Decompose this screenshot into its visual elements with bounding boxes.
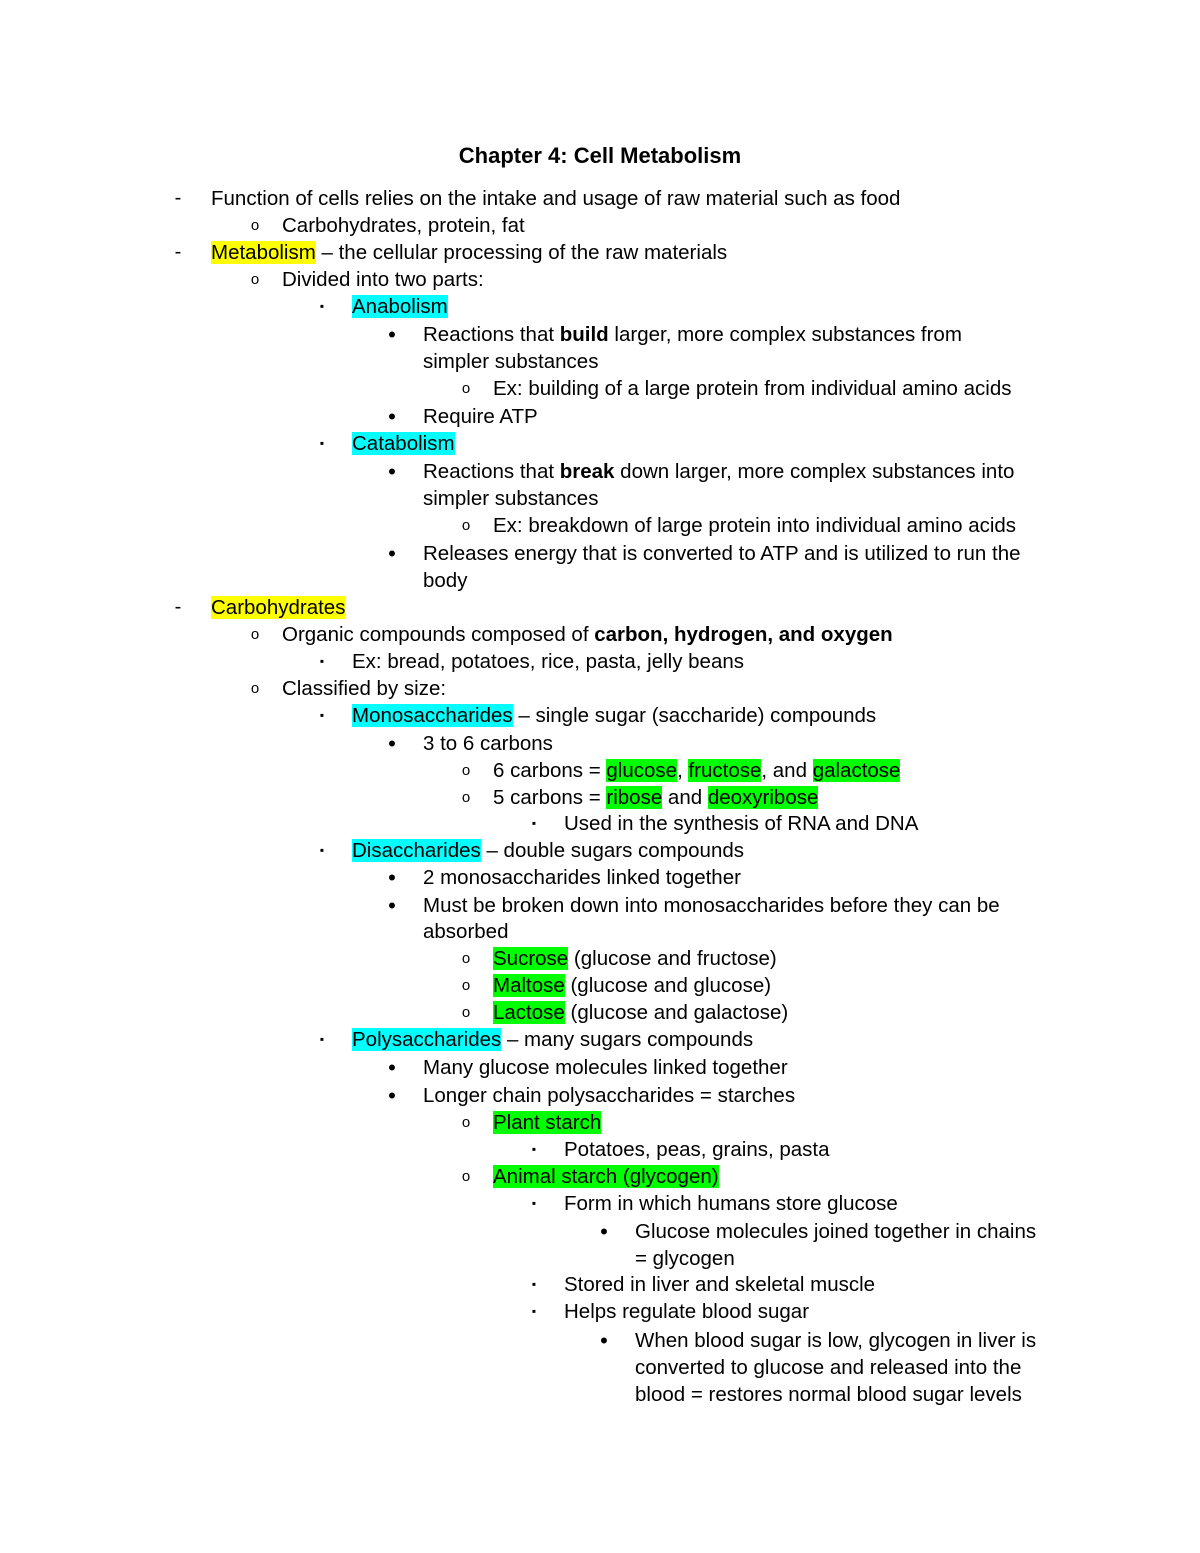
list-item-continuation: blood = restores normal blood sugar levels [635, 1383, 1022, 1406]
list-item [211, 594, 345, 621]
circle-bullet: o [461, 517, 471, 534]
highlight-term: Polysaccharides [352, 1028, 502, 1051]
list-item: Must be broken down into monosaccharides before they can be [423, 894, 1000, 917]
dot-bullet: • [388, 731, 396, 756]
list-item-continuation: simpler substances [423, 350, 599, 373]
list-item: Many glucose molecules linked together [423, 1056, 788, 1079]
square-bullet: ▪ [319, 843, 325, 857]
highlight-term: Carbohydrates [211, 596, 346, 619]
dash-bullet: - [174, 596, 182, 618]
list-item: Ex: breakdown of large protein into individual amino acids [493, 514, 1017, 537]
dash-bullet: - [174, 241, 182, 263]
list-item: Reactions that break down larger, more complex substances into [423, 460, 1015, 483]
list-item: Releases energy that is converted to ATP and is utilized to run the [423, 542, 1021, 565]
page-title: Chapter 4: Cell Metabolism [458, 143, 742, 168]
circle-bullet: o [461, 762, 471, 779]
list-item: Monosaccharides – single sugar (saccharide) compounds [352, 704, 877, 727]
list-item: Form in which humans store glucose [564, 1192, 898, 1215]
list-item: 6 carbons = glucose, fructose, and galactose [493, 759, 901, 782]
dash-bullet: - [174, 187, 182, 209]
square-bullet: ▪ [531, 816, 537, 830]
circle-bullet: o [461, 1168, 471, 1185]
dot-bullet: • [600, 1328, 608, 1353]
list-item [352, 293, 448, 320]
circle-bullet: o [461, 950, 471, 967]
list-item: Metabolism – the cellular processing of the raw materials [211, 241, 728, 264]
list-item: 5 carbons = ribose and deoxyribose [493, 786, 819, 809]
highlight-term: Metabolism [211, 241, 316, 264]
list-item: Used in the synthesis of RNA and DNA [564, 812, 919, 835]
square-bullet: ▪ [531, 1277, 537, 1291]
list-item: Ex: building of a large protein from individual amino acids [493, 377, 1012, 400]
list-item: Carbohydrates, protein, fat [282, 214, 525, 237]
dot-bullet: • [388, 893, 396, 918]
highlight-term: Monosaccharides [352, 704, 513, 727]
circle-bullet: o [461, 1004, 471, 1021]
square-bullet: ▪ [319, 299, 325, 313]
dot-bullet: • [600, 1219, 608, 1244]
circle-bullet: o [250, 680, 260, 697]
list-item: Organic compounds composed of carbon, hydrogen, and oxygen [282, 623, 893, 646]
dot-bullet: • [388, 1055, 396, 1080]
circle-bullet: o [250, 217, 260, 234]
list-item: Stored in liver and skeletal muscle [564, 1273, 876, 1296]
list-item: 3 to 6 carbons [423, 732, 553, 755]
circle-bullet: o [461, 380, 471, 397]
highlight-term: Catabolism [352, 432, 455, 455]
list-item: Ex: bread, potatoes, rice, pasta, jelly beans [352, 650, 745, 673]
list-item [352, 430, 455, 457]
list-item: Polysaccharides – many sugars compounds [352, 1028, 754, 1051]
square-bullet: ▪ [319, 654, 325, 668]
dot-bullet: • [388, 322, 396, 347]
highlight-term: Disaccharides [352, 839, 481, 862]
list-item: Animal starch (glycogen) [493, 1165, 719, 1188]
dot-bullet: • [388, 459, 396, 484]
dot-bullet: • [388, 541, 396, 566]
list-item: Longer chain polysaccharides = starches [423, 1084, 796, 1107]
list-item-continuation: = glycogen [635, 1247, 735, 1270]
circle-bullet: o [250, 271, 260, 288]
dot-bullet: • [388, 865, 396, 890]
list-item: Reactions that build larger, more complex substances from [423, 323, 962, 346]
dot-bullet: • [388, 1083, 396, 1108]
square-bullet: ▪ [319, 708, 325, 722]
list-item: When blood sugar is low, glycogen in liver is [635, 1329, 1037, 1352]
list-item: Potatoes, peas, grains, pasta [564, 1138, 830, 1161]
list-item: Helps regulate blood sugar [564, 1300, 810, 1323]
list-item-continuation: converted to glucose and released into the [635, 1356, 1022, 1379]
list-item: Plant starch [493, 1111, 602, 1134]
list-item: Maltose (glucose and glucose) [493, 974, 772, 997]
list-item: Glucose molecules joined together in chains [635, 1220, 1037, 1243]
list-item: Classified by size: [282, 677, 447, 700]
list-item: Lactose (glucose and galactose) [493, 1001, 789, 1024]
list-item-continuation: absorbed [423, 920, 509, 943]
list-item-continuation: simpler substances [423, 487, 599, 510]
circle-bullet: o [461, 789, 471, 806]
list-item-continuation: body [423, 569, 468, 592]
square-bullet: ▪ [531, 1142, 537, 1156]
list-item: Disaccharides – double sugars compounds [352, 839, 745, 862]
list-item: Require ATP [423, 405, 538, 428]
square-bullet: ▪ [319, 1032, 325, 1046]
list-item: Divided into two parts: [282, 268, 484, 291]
square-bullet: ▪ [531, 1304, 537, 1318]
circle-bullet: o [461, 1114, 471, 1131]
list-item: Function of cells relies on the intake and usage of raw material such as food [211, 187, 901, 210]
square-bullet: ▪ [319, 436, 325, 450]
circle-bullet: o [250, 626, 260, 643]
circle-bullet: o [461, 977, 471, 994]
highlight-term: Anabolism [352, 295, 448, 318]
list-item: Sucrose (glucose and fructose) [493, 947, 777, 970]
list-item: 2 monosaccharides linked together [423, 866, 741, 889]
dot-bullet: • [388, 404, 396, 429]
square-bullet: ▪ [531, 1196, 537, 1210]
